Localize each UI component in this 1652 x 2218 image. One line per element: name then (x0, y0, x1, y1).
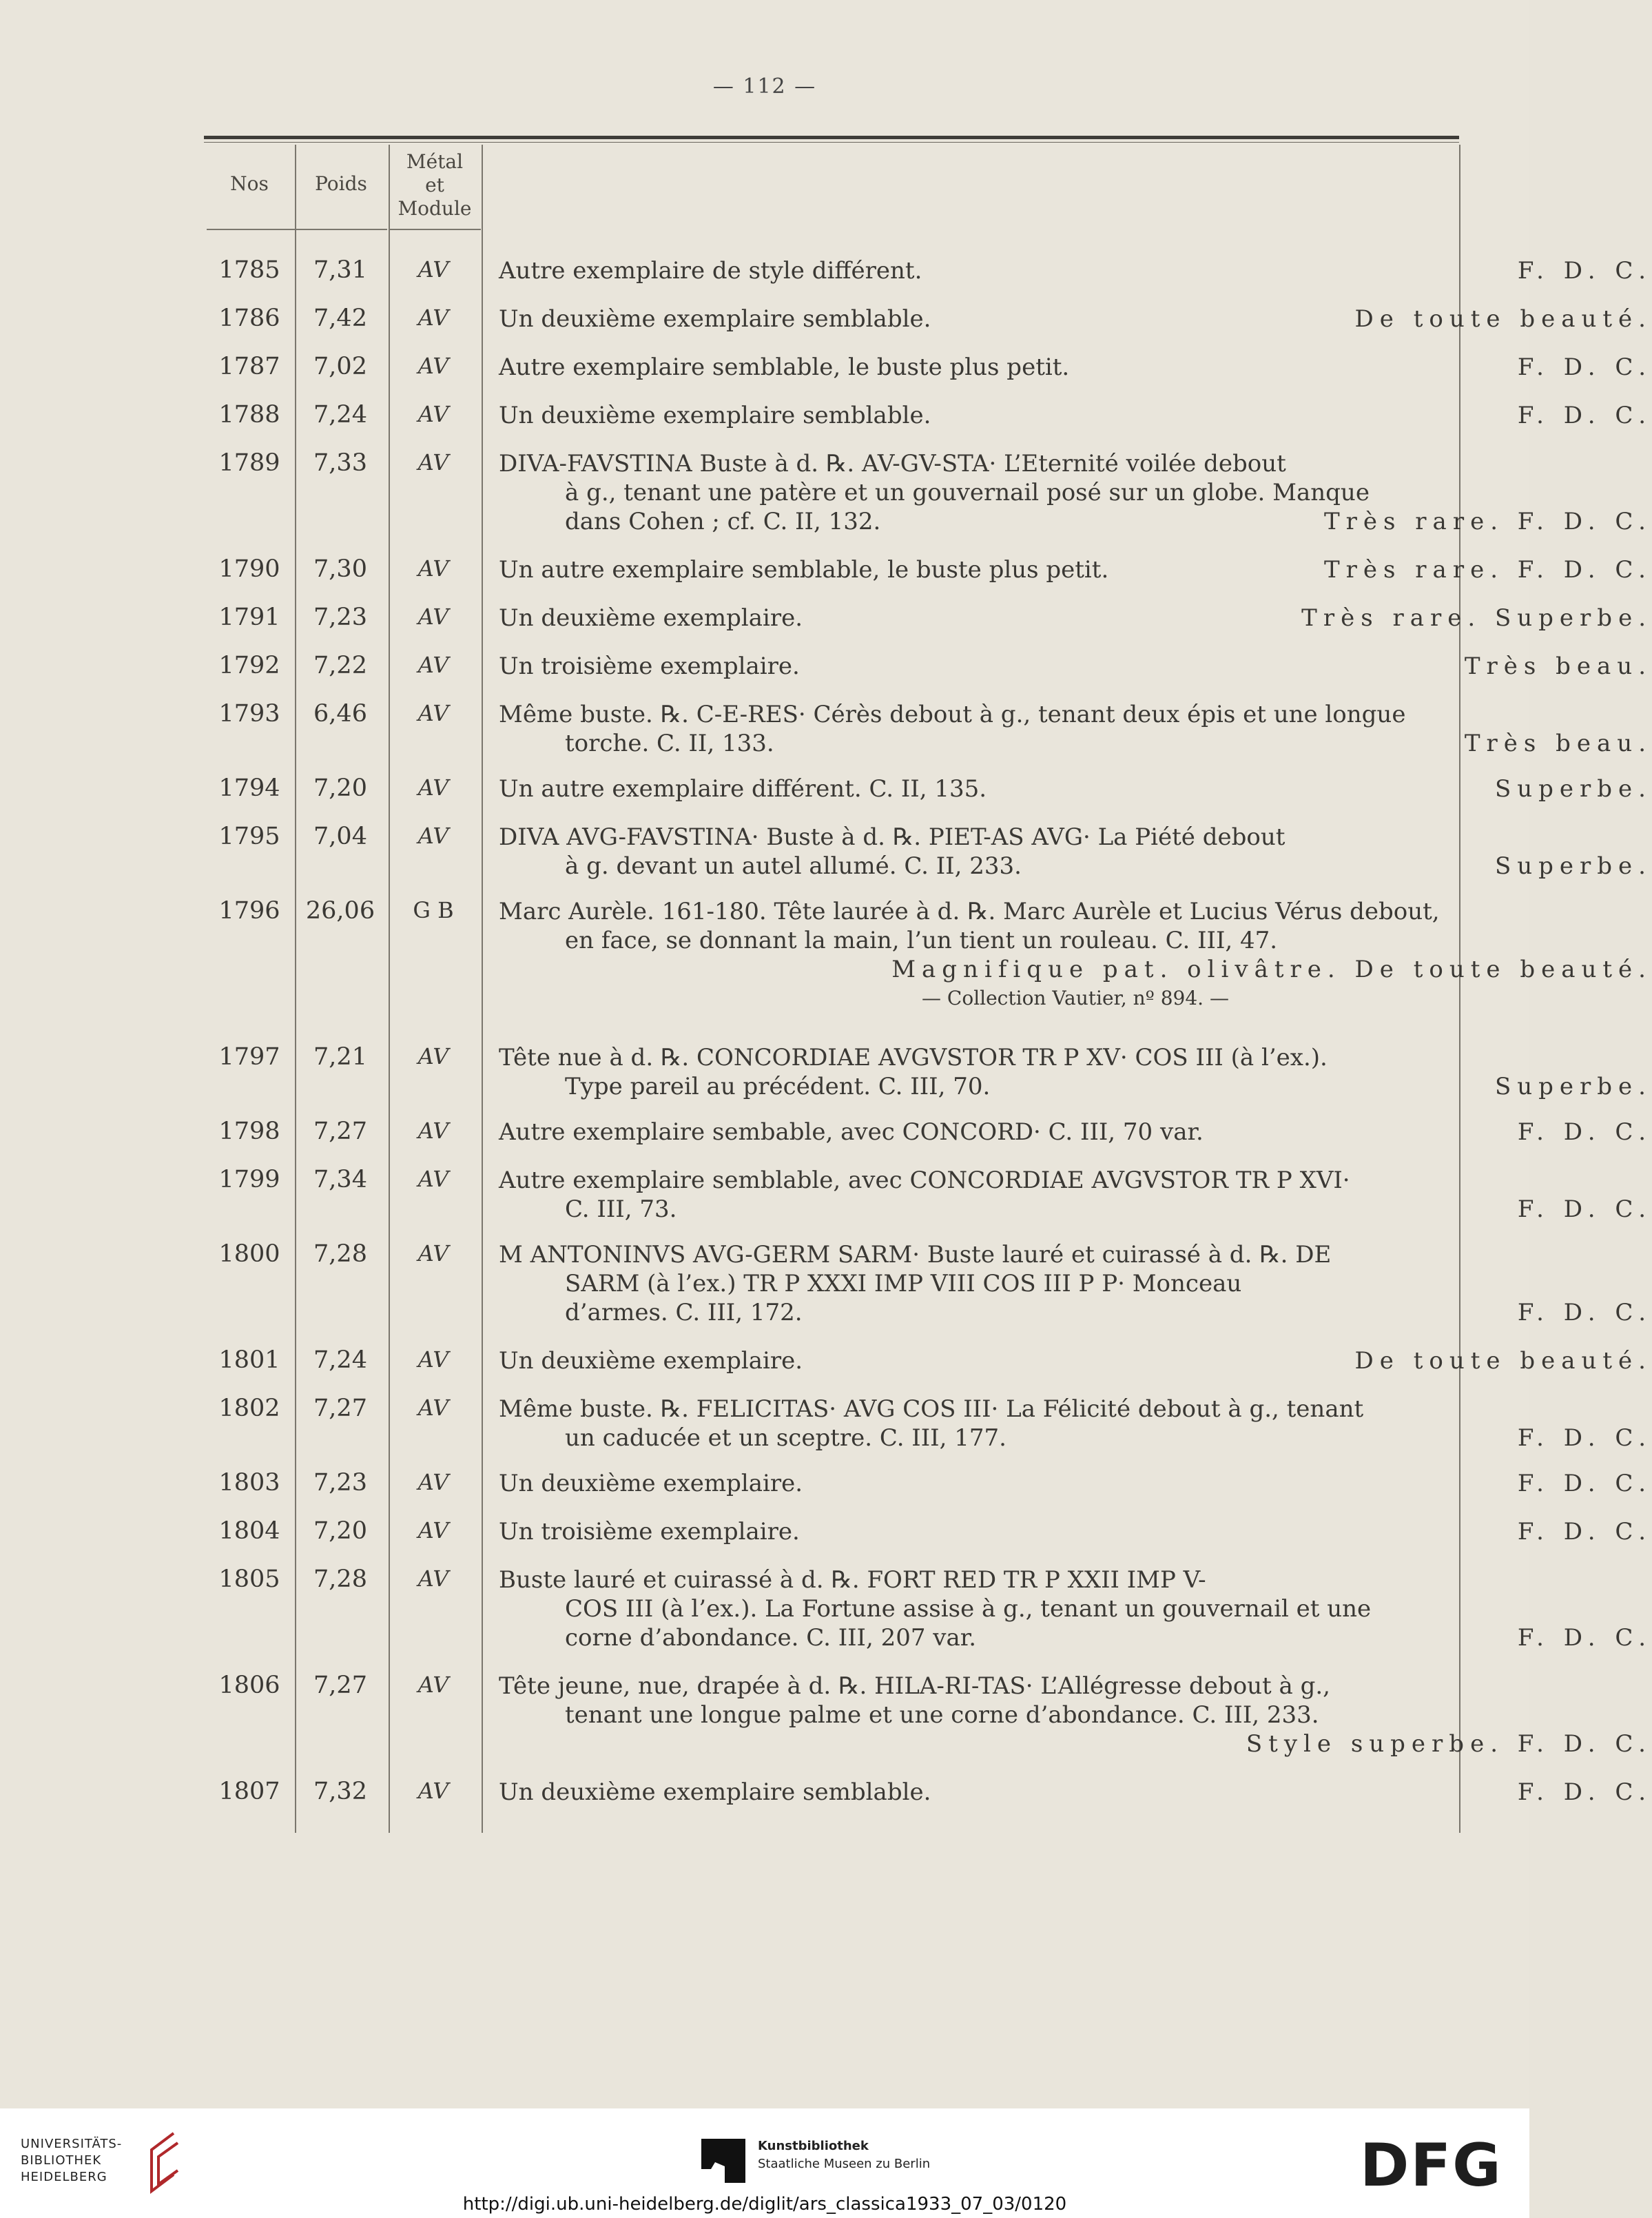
description-text: Magnifique pat. olivâtre. De toute beauté. (891, 956, 1652, 983)
entry-weight: 7,02 (313, 353, 367, 380)
description-text: C. III, 73. (565, 1195, 677, 1223)
ub-line: BIBLIOTHEK (21, 2153, 102, 2168)
col-divider-3 (482, 145, 483, 1833)
entry-weight: 7,28 (313, 1565, 367, 1593)
entry-metal: AV (417, 449, 449, 475)
entry-weight: 7,24 (313, 1346, 367, 1374)
header-metal-line1: Métal (406, 150, 464, 173)
entry-description (499, 700, 1652, 758)
description-text: Même buste. ℞. C-E-RES· Cérès debout à g., tenant deux épis et une longue (499, 701, 1406, 728)
entry-description (499, 652, 1652, 681)
entry-number: 1799 (218, 1166, 280, 1193)
grade-text: F. D. C. (1517, 1470, 1652, 1497)
header-poids: Poids (315, 172, 367, 195)
grade-text: F. D. C. (1517, 1518, 1652, 1546)
page-number: — 112 — (712, 74, 817, 99)
description-line (499, 729, 1652, 758)
entry-weight: 7,42 (313, 305, 367, 332)
entry-metal: AV (417, 1346, 449, 1373)
top-rule (204, 136, 1459, 139)
entry-description (499, 1672, 1652, 1758)
description-text: Tête nue à d. ℞. CONCORDIAE AVGVSTOR TR P XV· COS III (à l’ex.). (499, 1044, 1328, 1071)
description-line (499, 1729, 1652, 1758)
description-line (499, 1043, 1652, 1072)
entry-weight: 7,04 (313, 823, 367, 850)
entry-description (499, 1778, 1652, 1807)
entry-metal: AV (417, 256, 449, 283)
entry-description (499, 1118, 1652, 1147)
entry-number: 1786 (218, 305, 280, 332)
description-text: DIVA AVG-FAVSTINA· Buste à d. ℞. PIET-AS AVG· La Piété debout (499, 823, 1286, 851)
entry-metal: AV (417, 1166, 449, 1192)
entry-metal: AV (417, 1565, 449, 1592)
entry-number: 1794 (218, 774, 280, 802)
description-text: Autre exemplaire semblable, avec CONCORDIAE AVGVSTOR TR P XVI· (499, 1167, 1350, 1194)
description-text: Un deuxième exemplaire semblable. (499, 402, 931, 429)
entry-metal: AV (417, 604, 449, 630)
entry-number: 1804 (218, 1517, 280, 1545)
entry-metal: AV (417, 1469, 449, 1495)
header-underline (207, 229, 387, 230)
entry-number: 1797 (218, 1043, 280, 1071)
grade-text: F. D. C. (1517, 1118, 1652, 1146)
description-line (499, 1424, 1652, 1452)
ub-heidelberg-logo (21, 2136, 122, 2186)
description-text: Un deuxième exemplaire semblable. (499, 1778, 931, 1806)
entry-metal: AV (417, 1395, 449, 1421)
description-text: Buste lauré et cuirassé à d. ℞. FORT RED TR P XXII IMP V- (499, 1566, 1206, 1594)
description-line (499, 1395, 1652, 1424)
grade-text: Très rare. F. D. C. (1323, 556, 1652, 584)
grade-text: Très beau. (1464, 730, 1652, 757)
entry-number: 1795 (218, 823, 280, 850)
description-line (499, 1118, 1652, 1147)
grade-text: De toute beauté. (1354, 1347, 1652, 1375)
entry-number: 1787 (218, 353, 280, 380)
entry-number: 1789 (218, 449, 280, 477)
description-text: COS III (à l’ex.). La Fortune assise à g., tenant un gouvernail et une (565, 1595, 1372, 1623)
description-line (499, 774, 1652, 803)
description-line (499, 305, 1652, 333)
entry-metal: AV (417, 1778, 449, 1804)
entry-number: 1807 (218, 1778, 280, 1805)
entry-metal: AV (417, 1672, 449, 1698)
description-line (499, 1072, 1652, 1101)
description-text: Un deuxième exemplaire. (499, 1347, 803, 1375)
description-line (499, 256, 1652, 285)
description-line (499, 652, 1652, 681)
grade-text: F. D. C. (1517, 1299, 1652, 1326)
entry-metal: AV (417, 1118, 449, 1144)
grade-text: F. D. C. (1517, 353, 1652, 381)
entry-metal: AV (417, 774, 449, 801)
entry-metal: AV (417, 1517, 449, 1543)
source-url[interactable]: http://digi.ub.uni-heidelberg.de/diglit/ars_classica1933_07_03/0120 (462, 2194, 1067, 2215)
entry-weight: 7,21 (313, 1043, 367, 1071)
entry-number: 1793 (218, 700, 280, 728)
entry-number: 1792 (218, 652, 280, 679)
entry-description (499, 604, 1652, 633)
entry-description (499, 305, 1652, 333)
entry-description (499, 1395, 1652, 1452)
description-text: Un troisième exemplaire. (499, 1518, 800, 1546)
description-line (499, 1565, 1652, 1594)
entry-metal: AV (417, 700, 449, 726)
entry-weight: 7,31 (313, 256, 367, 284)
description-text: dans Cohen ; cf. C. II, 132. (565, 508, 881, 535)
grade-text: Superbe. (1494, 1073, 1652, 1100)
grade-text: Très rare. Superbe. (1301, 604, 1652, 632)
header-nos: Nos (230, 172, 269, 195)
description-line (499, 926, 1652, 955)
entry-description (499, 1469, 1652, 1498)
description-text: Un autre exemplaire différent. C. II, 135. (499, 775, 987, 803)
entry-metal: AV (417, 353, 449, 379)
entry-description (499, 897, 1652, 1013)
ub-logo-mark-icon (143, 2129, 182, 2195)
entry-weight: 7,24 (313, 401, 367, 429)
header-metal-line2: et (425, 174, 444, 196)
kunstbibliothek-mark-icon (701, 2139, 745, 2183)
description-text: DIVA-FAVSTINA Buste à d. ℞. AV-GV-STA· L’Eternité voilée debout (499, 450, 1286, 478)
entry-metal: G B (413, 897, 454, 923)
entry-description (499, 256, 1652, 285)
entry-metal: AV (417, 305, 449, 331)
entry-weight: 7,20 (313, 1517, 367, 1545)
entry-description (499, 353, 1652, 382)
grade-text: De toute beauté. (1354, 305, 1652, 333)
description-line (499, 478, 1652, 507)
description-text: d’armes. C. III, 172. (565, 1299, 803, 1326)
entry-description (499, 1565, 1652, 1652)
description-line (499, 823, 1652, 852)
entry-description (499, 1043, 1652, 1101)
description-line (499, 852, 1652, 881)
ub-line: HEIDELBERG (21, 2170, 107, 2184)
entry-metal: AV (417, 401, 449, 427)
entry-description (499, 1517, 1652, 1546)
description-line (499, 1517, 1652, 1546)
description-line (499, 1623, 1652, 1652)
footer-bar (0, 2108, 1529, 2218)
entry-weight: 7,23 (313, 604, 367, 631)
entry-weight: 7,20 (313, 774, 367, 802)
entry-number: 1805 (218, 1565, 280, 1593)
description-text: à g., tenant une patère et un gouvernail posé sur un globe. Manque (565, 479, 1370, 506)
entry-weight: 7,23 (313, 1469, 367, 1497)
entry-description (499, 823, 1652, 881)
kb-subtitle: Staatliche Museen zu Berlin (758, 2157, 931, 2171)
entry-description (499, 1166, 1652, 1224)
description-text: Autre exemplaire de style différent. (499, 257, 922, 285)
description-text: M ANTONINVS AVG-GERM SARM· Buste lauré et cuirassé à d. ℞. DE (499, 1241, 1332, 1269)
description-line (499, 1346, 1652, 1375)
description-line (499, 984, 1652, 1013)
description-line (499, 1469, 1652, 1498)
entry-metal: AV (417, 1043, 449, 1069)
description-line (499, 1269, 1652, 1298)
entry-description (499, 401, 1652, 430)
entry-weight: 26,06 (305, 897, 375, 925)
dfg-logo: DFG (1360, 2131, 1503, 2200)
description-text: SARM (à l’ex.) TR P XXXI IMP VIII COS III P P· Monceau (565, 1270, 1242, 1297)
entry-number: 1791 (218, 604, 280, 631)
entry-weight: 7,27 (313, 1395, 367, 1422)
entry-description (499, 555, 1652, 584)
description-line (499, 1701, 1652, 1729)
grade-text: F. D. C. (1517, 1195, 1652, 1223)
header-metal-line3: Module (397, 197, 472, 220)
entry-description (499, 774, 1652, 803)
entry-description (499, 1240, 1652, 1327)
description-text: Marc Aurèle. 161-180. Tête laurée à d. ℞. Marc Aurèle et Lucius Vérus debout, (499, 898, 1440, 925)
description-text: Un deuxième exemplaire semblable. (499, 305, 931, 333)
top-rule-thin (204, 142, 1459, 143)
description-text: torche. C. II, 133. (565, 730, 774, 757)
grade-text: F. D. C. (1517, 1778, 1652, 1806)
description-line (499, 1240, 1652, 1269)
grade-text: F. D. C. (1517, 402, 1652, 429)
grade-text: F. D. C. (1517, 1424, 1652, 1452)
entry-number: 1803 (218, 1469, 280, 1497)
description-text: Même buste. ℞. FELICITAS· AVG COS III· La Félicité debout à g., tenant (499, 1395, 1364, 1423)
header-underline-metal (389, 229, 481, 230)
entry-metal: AV (417, 1240, 449, 1266)
grade-text: F. D. C. (1517, 1624, 1652, 1652)
description-line (499, 507, 1652, 536)
description-text: Un deuxième exemplaire. (499, 1470, 803, 1497)
entry-metal: AV (417, 652, 449, 678)
entry-number: 1800 (218, 1240, 280, 1268)
entry-number: 1796 (218, 897, 280, 925)
entry-weight: 7,34 (313, 1166, 367, 1193)
description-line (499, 604, 1652, 633)
description-text: Autre exemplaire sembable, avec CONCORD· C. III, 70 var. (499, 1118, 1204, 1146)
entry-weight: 7,27 (313, 1672, 367, 1699)
kb-title: Kunstbibliothek (758, 2139, 869, 2153)
entry-number: 1785 (218, 256, 280, 284)
entry-number: 1806 (218, 1672, 280, 1699)
grade-text: Très beau. (1464, 653, 1652, 680)
entry-number: 1802 (218, 1395, 280, 1422)
description-line (499, 700, 1652, 729)
entry-weight: 6,46 (313, 700, 367, 728)
description-text: à g. devant un autel allumé. C. II, 233. (565, 852, 1022, 880)
entry-metal: AV (417, 823, 449, 849)
description-text: en face, se donnant la main, l’un tient un rouleau. C. III, 47. (565, 927, 1278, 954)
description-line (499, 1298, 1652, 1327)
description-line (499, 555, 1652, 584)
entry-number: 1798 (218, 1118, 280, 1145)
description-line (499, 897, 1652, 926)
description-text: Un troisième exemplaire. (499, 653, 800, 680)
grade-text: Très rare. F. D. C. (1323, 508, 1652, 535)
description-text: corne d’abondance. C. III, 207 var. (565, 1624, 977, 1652)
description-line (499, 1672, 1652, 1701)
entry-weight: 7,28 (313, 1240, 367, 1268)
description-text: un caducée et un sceptre. C. III, 177. (565, 1424, 1006, 1452)
entry-number: 1790 (218, 555, 280, 583)
entry-weight: 7,30 (313, 555, 367, 583)
description-text: Type pareil au précédent. C. III, 70. (565, 1073, 991, 1100)
description-line (499, 1195, 1652, 1224)
entry-weight: 7,32 (313, 1778, 367, 1805)
entry-number: 1801 (218, 1346, 280, 1374)
description-text: — Collection Vautier, nº 894. — (922, 987, 1229, 1009)
description-line (499, 401, 1652, 430)
description-line (499, 449, 1652, 478)
description-line (499, 1166, 1652, 1195)
entry-description (499, 449, 1652, 536)
entry-weight: 7,33 (313, 449, 367, 477)
entry-weight: 7,27 (313, 1118, 367, 1145)
description-line (499, 353, 1652, 382)
entry-description (499, 1346, 1652, 1375)
ub-line: UNIVERSITÄTS- (21, 2137, 123, 2151)
description-text: Un deuxième exemplaire. (499, 604, 803, 632)
entry-number: 1788 (218, 401, 280, 429)
description-text: tenant une longue palme et une corne d’abondance. C. III, 233. (565, 1701, 1319, 1729)
description-text: Un autre exemplaire semblable, le buste plus petit. (499, 556, 1109, 584)
entry-weight: 7,22 (313, 652, 367, 679)
entry-metal: AV (417, 555, 449, 582)
grade-text: Superbe. (1494, 775, 1652, 803)
description-text: Autre exemplaire semblable, le buste plus petit. (499, 353, 1070, 381)
description-text: Tête jeune, nue, drapée à d. ℞. HILA-RI-TAS· L’Allégresse debout à g., (499, 1672, 1330, 1700)
description-line (499, 955, 1652, 984)
description-line (499, 1594, 1652, 1623)
description-line (499, 1778, 1652, 1807)
grade-text: F. D. C. (1517, 257, 1652, 285)
description-text: Style superbe. F. D. C. (1246, 1730, 1652, 1758)
grade-text: Superbe. (1494, 852, 1652, 880)
